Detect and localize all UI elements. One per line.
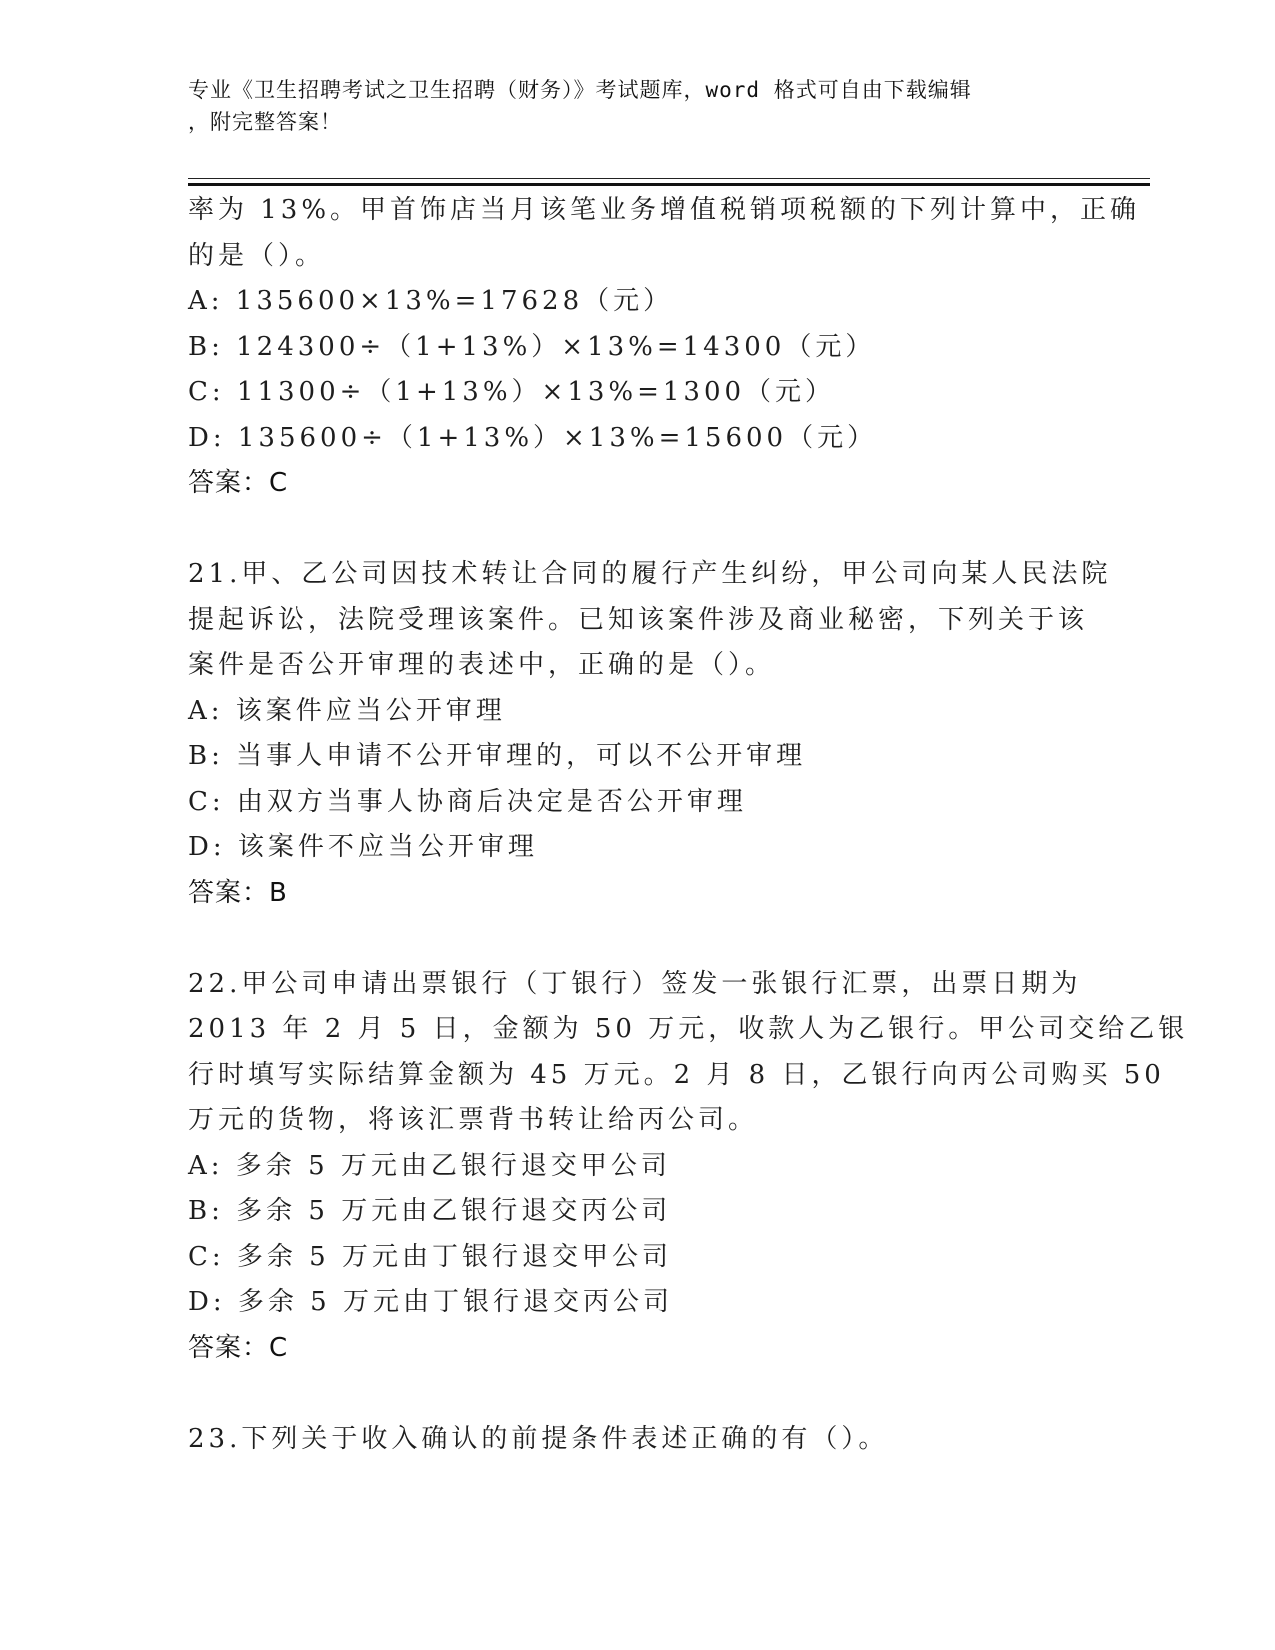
question-stem-line: 万元的货物，将该汇票背书转让给丙公司。: [188, 1105, 759, 1135]
answer-line: 答案：C: [188, 1332, 289, 1363]
answer-line: 答案：B: [188, 877, 288, 908]
option-d: D: 该案件不应当公开审理: [188, 832, 538, 862]
question-stem-line: 率为 13%。甲首饰店当月该笔业务增值税销项税额的下列计算中，正确: [188, 195, 1141, 225]
option-a: A: 多余 5 万元由乙银行退交甲公司: [188, 1150, 671, 1181]
header-divider-thick: [188, 183, 1150, 186]
option-c: C: 多余 5 万元由丁银行退交甲公司: [188, 1241, 672, 1272]
question-stem-line: 2013 年 2 月 5 日，金额为 50 万元，收款人为乙银行。甲公司交给乙银: [188, 1014, 1189, 1044]
header-line-2: ，附完整答案！: [188, 110, 342, 134]
question-21: [188, 552, 1112, 916]
question-20: [188, 188, 1141, 507]
header-line-1: 专业《卫生招聘考试之卫生招聘（财务）》考试题库，word 格式可自由下载编辑: [188, 78, 972, 102]
option-d: D: 多余 5 万元由丁银行退交丙公司: [188, 1287, 673, 1317]
option-d: D: 135600÷（1+13%）×13%=15600（元）: [188, 422, 878, 453]
option-b: B: 多余 5 万元由乙银行退交丙公司: [188, 1196, 672, 1226]
option-b: B: 当事人申请不公开审理的，可以不公开审理: [188, 741, 807, 771]
question-stem-line: 23.下列关于收入确认的前提条件表述正确的有（）。: [188, 1423, 889, 1454]
question-stem-line: 案件是否公开审理的表述中，正确的是（）。: [188, 650, 776, 680]
option-a: A: 135600×13%=17628（元）: [188, 286, 674, 316]
question-23: [188, 1417, 1088, 1463]
option-c: C: 11300÷（1+13%）×13%=1300（元）: [188, 377, 836, 407]
question-stem-line: 提起诉讼，法院受理该案件。已知该案件涉及商业秘密，下列关于该: [188, 604, 1089, 635]
header-divider-thin: [188, 178, 1150, 179]
document-header: [188, 74, 1078, 138]
question-stem-line: 22.甲公司申请出票银行（丁银行）签发一张银行汇票，出票日期为: [188, 968, 1082, 999]
option-a: A: 该案件应当公开审理: [188, 695, 506, 726]
question-stem-line: 21.甲、乙公司因技术转让合同的履行产生纠纷，甲公司向某人民法院: [188, 559, 1112, 589]
question-list: [188, 188, 1189, 1462]
option-b: B: 124300÷（1+13%）×13%=14300（元）: [188, 331, 876, 362]
question-stem-line: 行时填写实际结算金额为 45 万元。2 月 8 日，乙银行向丙公司购买 50: [188, 1059, 1165, 1090]
answer-line: 答案：C: [188, 468, 289, 498]
question-22: [188, 962, 1189, 1372]
question-stem-line: 的是（）。: [188, 240, 326, 271]
option-c: C: 由双方当事人协商后决定是否公开审理: [188, 786, 747, 817]
